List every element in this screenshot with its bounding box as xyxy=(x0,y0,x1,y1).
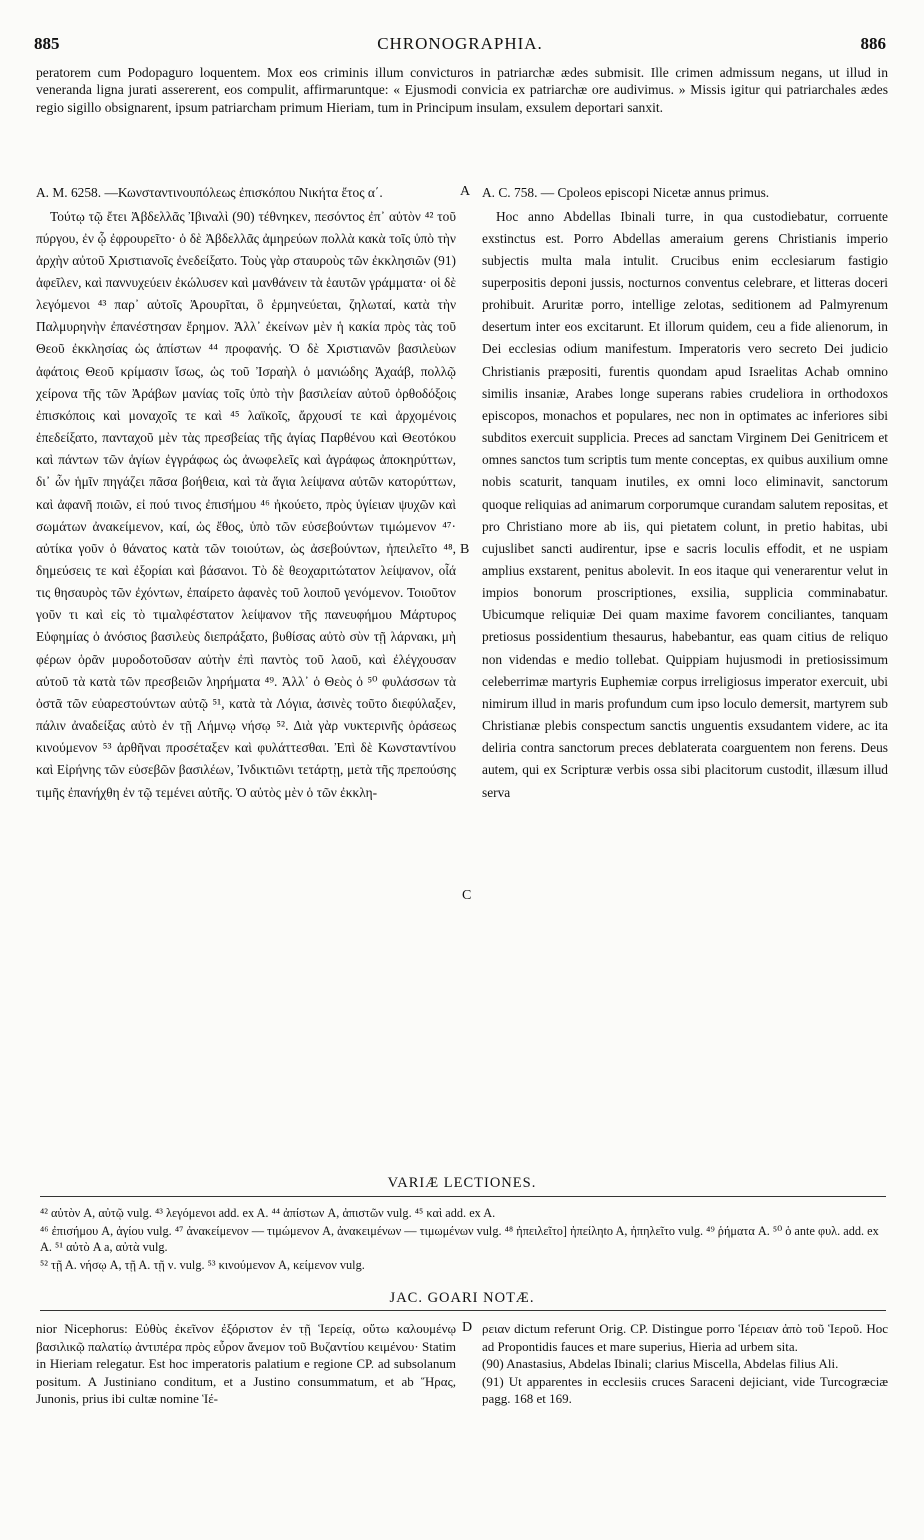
page-number-left: 885 xyxy=(34,34,60,53)
margin-letter-d: D xyxy=(462,1320,473,1335)
variae-line-2: ⁴⁶ ἐπισήμου A, ἁγίου vulg. ⁴⁷ ἀνακείμενον — τιμώμενον A, ἀνακειμένων — τιμωμένων vulg. ⁴⁸ ἠπειλεῖτο] ἠπείληto A, ἠπηλεῖτο vulg. ⁴⁹ ῥήματα A. ⁵⁰ ὁ ante φυλ. add. ex A. ⁵¹ αὐτὸ A a, αὐτὰ vulg. xyxy=(40,1224,879,1254)
greek-column-text: Τούτῳ τῷ ἔτει Ἀβδελλᾶς Ἰβιναλὶ (90) τέθνηκεν, πεσόντος ἐπ᾽ αὐτὸν ⁴² τοῦ πύργου, ἐν ᾧ ἐφρουρεῖτο· ὁ δὲ Ἀβδελλᾶς ἀμηρεύων πολλὰ κακὰ τοῖς ὑπὸ τὴν ἀρχὴν αὐτοῦ Χριστιανοῖς ἐνεδείξατο. Τοὺς γὰρ σταυροὺς τῶν ἐκκλησιῶν (91) ἀφεῖλεν, καὶ παννυχεύειν ἐκώλυσεν καὶ μανθάνειν τὰ ἑαυτῶν γράμματα· οἱ δὲ λεγόμενοι ⁴³ παρ᾽ αὐτοῖς Ἀρουρῖται, ὃ ἑρμηνεύεται, ζηλωταί, κατὰ τὴν Παλμυρηνὴν ἐπανέστησαν ἔρημον. Ἀλλ᾽ ἐκείνων μὲν ἡ κακία πρὸς τὰς τοῦ Θεοῦ ἐκκλησίας ὡς ἀπίστων ⁴⁴ προφανής. Ὁ δὲ Χριστιανῶν βασιλεὺων ἀφάτοις Θεοῦ κρίμασιν ἴσως, ὡς τοῦ Ἰσραὴλ ὁ μανιώδης Ἀχαάβ, πολλῷ χείρονα τῆς τῶν Ἀράβων μανίας τοῖς ὑπὸ τὴν βασιλείαν αὐτοῦ ὀρθοδόξοις ἐπισκόποις καὶ μοναχοῖς τε καὶ ⁴⁵ λαϊκοῖς, ἄρχουσί τε καὶ ἀρχομένοις ἐπεδείξατο, πανταχοῦ μὲν τὰς πρεσβείας τῆς ἁγίας Παρθένου καὶ Θεοτόκου καὶ πάντων τῶν ἁγίων ἐγγράφως ὡς ἀνωφελεῖς καὶ ἀγράφως ἀποκηρύττων, δι᾽ ὧν ἡμῖν πηγάζει πᾶσα βοήθεια, καὶ τὰ ἅγια λείψανα αὐτῶν κατορύττων, καὶ ἀφανῆ ποιῶν, εἰ πού τινος ἐπισήμου ⁴⁶ ἠκούετο, πρὸς ὑγίειαν ψυχῶν καὶ σωμάτων ἀνακείμενον, καί, ὡς ἔθος, ὑπὸ τῶν εὐσεβούντων τιμώμενον ⁴⁷· αὐτίκα γοῦν ὁ θάνατος κατὰ τῶν τοιούτων, ὡς ἀσεβούντων, ἠπειλεῖτο ⁴⁸, δημεύσεις τε καὶ ἐξορίαι καὶ βάσανοι. Τὸ δὲ θεοχαριτώτατον λείψανον, οἷά τις θησαυρὸς τῶν ἐχόντων, ἐπαίρετο ἀφανὲς τοῦ λοιποῦ γενόμενον. Τοιοῦτον γοῦν τι καὶ εἰς τὸ τιμαλφέστατον λείψανον τῆς πανευφήμου Μάρτυρος Εὐφημίας ὁ ἀνόσιος βασιλεὺς διεπράξατο, βυθίσας αὐτὸ σὺν τῇ λάρνακι, μὴ φέρων ὁρᾶν μυροδοτοῦσαν αὐτὴν ἐπὶ παντὸς τοῦ λαοῦ, καὶ ἐλέγχουσαν αὐτοῦ τὰ κατὰ τῶν πρεσβειῶν ληρήματα ⁴⁹. Ἀλλ᾽ ὁ Θεὸς ὁ ⁵⁰ φυλάσσων τὰ ὀστᾶ τῶν εὐαρεστούντων αὐτῷ ⁵¹, κατὰ τὰ Λόγια, ἀσινὲς τοῦτο διεφύλαξεν, πάλιν ἀναδείξας αὐτὸ ἐν τῇ Λήμνῳ νήσῳ ⁵². Διὰ γὰρ νυκτερινῆς ὁράσεως κινούμενον ⁵³ ἀρθῆναι προσέταξεν καὶ φυλάττεσθαι. Ἐπὶ δὲ Κωνσταντίνου καὶ Εἰρήνης τῶν εὐσεβῶν βασιλέων, Ἰνδικτιῶνι τετάρτῃ, μετὰ τῆς πρεπούσης τιμῆς ἐπανήχθη ἐν τῷ τεμένει αὐτῆς. Ὁ αὐτὸς μὲν ὁ τῶν ἐκκλη- xyxy=(36,208,456,800)
goari-note-91: (91) Ut apparentes in ecclesiis cruces Saraceni dejiciant, vide Turcogræciæ pagg. 168 et 169. xyxy=(482,1373,888,1407)
greek-column xyxy=(36,184,456,804)
goari-note-left: nior Nicephorus: Εὐθὺς ἐκεῖνον ἐξόριστον ἐν τῇ Ἱερείᾳ, οὕτω καλουμένῳ βασιλικῷ παλατίῳ ἀντιπέρα πρὸς εὖρον ἄνεμον τοῦ Βυζαντίου κειμένου· Statim in Hieriam relegatur. Est hoc imperatoris palatium e regione CP. ad subsolanum positum. A Justiniano conditum, et a Justino consummatum, et ab Ἥρας, Junonis, prius ibi cultæ nomine Ἱέ- xyxy=(36,1321,456,1407)
goari-note-90: (90) Anastasius, Abdelas Ibinali; clarius Miscella, Abdelas filius Ali. xyxy=(482,1356,839,1372)
section-rule xyxy=(40,1310,886,1311)
goari-note-right-1: ρειαν dictum referunt Orig. CP. Distingue porro Ἱέρειαν ἀπὸ τοῦ Ἱεροῦ. Hoc ad Propontidis fauces et mare superius, Hieria ad urbem sita. xyxy=(482,1321,888,1354)
running-header xyxy=(34,34,886,60)
latin-column-text: Hoc anno Abdellas Ibinali turre, in qua custodiebatur, corruente exstinctus est. Porro Abdellas ameraium gerens Christianis imperio subjectis multa mala intulit. Crucibus enim ecclesiarum fastigio superpositis deponi jussis, nocturnos conventus celebrare, et litteras doceri prohibuit. Aruritæ porro, intellige zelotas, seditionem ad Palmyrenum desertum inter eos excitarunt. Et illorum quidem, ceu a fide alienorum, in Dei ecclesias odium manifestum. Imperatoris vero secreto Dei judicio Christianis præpositi, furentis quondam apud Israelitas Achab omnino similis insaniæ, Arabes longe superans rabies crudeliora in orthodoxos episcopos, monachos et populares, nec non in optimates ac inferiores sibi subditos exercuit supplicia. Preces ad sanctam Virginem Dei Genitricem et omnes sanctos tum scriptis tum mente conceptas, ex quibus auxilium omne nobis scaturit, tanquam inutiles, ex omni loco eliminavit, sanctorum quoque reliquias ad animarum corporumque curandam salutem repositas, et pro Christiano more ab iis, qui pietatem colunt, in pretio habitas, ubi cujuslibet sancti audirentur, ipse e sacris loculis effodit, et ne uspiam amplius exstarent, penitus abolevit. In eos itaque qui venerarentur velut in impios bonorum proscriptiones, exsilia, supplicia comminabatur. Ubicumque reliquiæ Dei quam maxime favorem conciliantes, tanquam pretiosus possidentium thesaurus, habebantur, eas quam citius de reliquo non videndas e medio tollebat. Quippiam hujusmodi in pretiosissimum celeberrimæ martyris Euphemiæ corpus irreligiosus imperator exercuit, ubi nimirum illud in maris profundum cum ipso loculo demersit, martyrem sub Christianæ plebis conspectum sanctis unguentis exsudantem videre, ac ita deliria contra sanctorum preces deblaterata coarguentem non ferens. Deus autem, qui ex Scripturæ verbis ossa sibi placitorum custodit, illæsum illud serva xyxy=(482,208,888,800)
latin-column-heading: A. C. 758. — Cpoleos episcopi Nicetæ annus primus. xyxy=(482,185,770,200)
greek-column-heading: A. M. 6258. —Κωνσταντινουπόλεως ἐπισκόπου Νικήτα ἔτος α΄. xyxy=(36,185,383,200)
margin-letter-a: A xyxy=(460,184,471,199)
variae-line-3: ⁵² τῇ Α. νήσῳ A, τῇ Α. τῇ ν. vulg. ⁵³ κινούμενον A, κείμενον vulg. xyxy=(40,1258,365,1272)
running-title: CHRONOGRAPHIA. xyxy=(377,34,543,53)
goari-note-right xyxy=(482,1320,888,1408)
margin-letter-c: C xyxy=(462,888,472,903)
latin-column xyxy=(482,184,888,804)
variae-lectiones-title: VARIÆ LECTIONES. xyxy=(387,1175,537,1191)
intro-paragraph: peratorem cum Podopaguro loquentem. Mox eos criminis illum convicturos in patriarchæ ædes submisit. Ille crimen admissum negans, ut illud in veneranda ligna jurati assererent, eos compulit, affirmaruntque: « Ejusmodi convicia ex patriarchæ ore audivimus. » Missis igitur qui patriarchales ædes regio sigillo obsignarent, ipsum patriarcham primum Hieriam, tum in Principum insulam, exsulem deportari sanxit. xyxy=(36,65,888,115)
variae-line-1: ⁴² αὐτὸν A, αὐτῷ vulg. ⁴³ λεγόμενοι add. ex A. ⁴⁴ ἀπίστων A, ἀπιστῶν vulg. ⁴⁵ καὶ add. ex A. xyxy=(40,1206,496,1220)
margin-letter-b: B xyxy=(460,542,470,557)
section-rule xyxy=(40,1196,886,1197)
page-number-right: 886 xyxy=(860,34,886,53)
goari-notes-title: JAC. GOARI NOTÆ. xyxy=(389,1290,535,1306)
